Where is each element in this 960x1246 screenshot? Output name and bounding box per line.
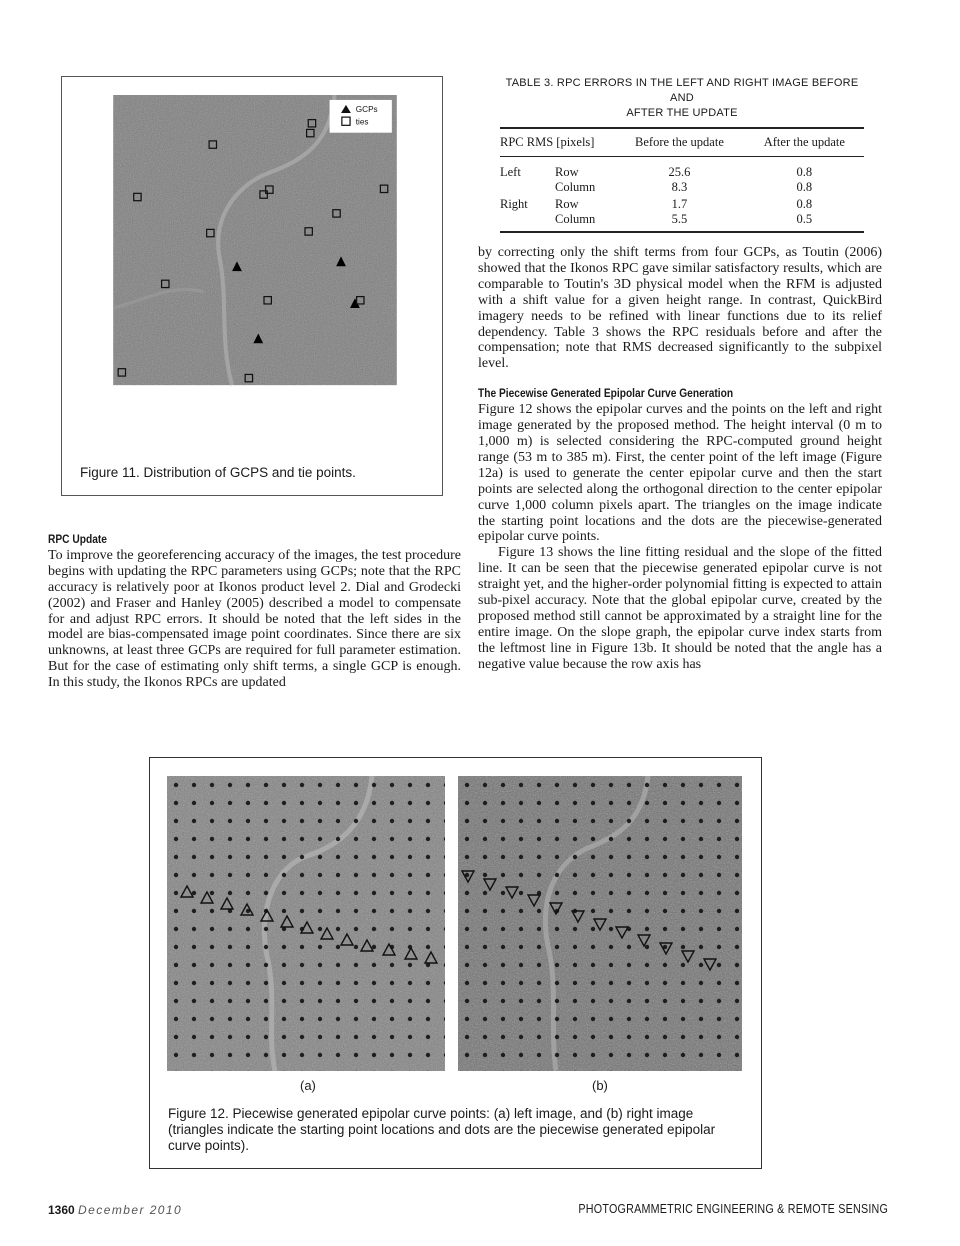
right-paragraph-1: by correcting only the shift terms from four GCPs, as Toutin (2006) showed that the Ikonos RPC gave similar satisfactory results, which are comparable to Toutin's 3D physical model when the RFM is adjusted with a shift value for a given height range. In contrast, QuickBird imagery needs to be refined with linear functions due to its relief dependency. Table 3 shows the RPC residuals before and after the compensation; note that RMS decreased significantly to the subpixel level. <box>478 245 882 372</box>
table-header-row <box>500 128 864 157</box>
table-cell-after: 0.5 <box>745 212 864 232</box>
issue-date: December 2010 <box>78 1203 183 1217</box>
table-header-cell: RPC RMS [pixels] <box>500 128 614 157</box>
table-cell-image: Left <box>500 165 521 179</box>
table-cell-image <box>500 212 555 232</box>
table-row <box>500 195 864 212</box>
footer-left <box>48 1203 182 1217</box>
right-paragraph-3: Figure 13 shows the line fitting residual and the slope of the fitted line. It can be seen that the piecewise generated epipolar curve is not straight yet, and the higher-order polynomial fitting is expected to attain sub-pixel accuracy. Note that the global epipolar curve, created by the proposed method still cannot be approximated by a straight line for the entire image. On the slope graph, the epipolar curve index starts from the leftmost line in Figure 13b. It should be noted that the angle has a negative value because the row axis has <box>478 545 882 672</box>
left-paragraph: To improve the georeferencing accuracy of the images, the test procedure begins with updating the RPC parameters using GCPs; note that the RPC accuracy is relatively poor at Ikonos product level 2. Dial and Grodecki (2002) and Fraser and Hanley (2005) described a model to compensate for and adjust RPC errors. It should be noted that the left sides in the model are bias-compensated image point coordinates. Since there are six unknowns, at least three GCPs are required for full parameter estimation. But for the case of estimating only shift terms, a single GCP is enough. In this study, the Ikonos RPCs are updated <box>48 547 461 691</box>
table-3 <box>500 76 864 233</box>
table-cell-axis: Column <box>555 212 614 232</box>
table-3-grid <box>500 127 864 233</box>
figure-12-left-image <box>167 776 445 1071</box>
subfigure-label-b: (b) <box>592 1078 608 1093</box>
page-number: 1360 <box>48 1203 75 1217</box>
figure-11 <box>61 76 443 496</box>
table-3-title-line1: TABLE 3. RPC ERRORS IN THE LEFT AND RIGHT IMAGE BEFORE AND <box>505 77 859 104</box>
table-cell-before: 25.6 <box>668 165 691 179</box>
table-cell-image <box>500 180 555 195</box>
figure-12-right-image <box>458 776 742 1071</box>
table-cell-before: 1.7 <box>671 197 688 211</box>
figure-11-satellite-image <box>82 95 428 449</box>
table-header-cell: Before the update <box>614 128 745 157</box>
table-cell-before: 8.3 <box>671 180 688 194</box>
left-column <box>48 532 461 691</box>
figure-11-caption: Figure 11. Distribution of GCPS and tie points. <box>80 465 356 480</box>
legend-ties-label: ties <box>355 117 369 127</box>
table-cell-axis: Column <box>555 180 596 194</box>
table-cell-image: Right <box>500 197 528 211</box>
journal-name: PHOTOGRAMMETRIC ENGINEERING & REMOTE SENSING <box>578 1202 888 1216</box>
table-3-title-line2: AFTER THE UPDATE <box>626 107 738 119</box>
table-cell-after: 0.8 <box>796 180 813 194</box>
section-heading-rpc-update: RPC Update <box>48 532 107 546</box>
table-row <box>500 212 864 232</box>
table-row <box>500 157 864 181</box>
table-cell-axis: Row <box>555 197 579 211</box>
table-row <box>500 180 864 195</box>
section-heading-epipolar: The Piecewise Generated Epipolar Curve Generation <box>478 386 734 401</box>
table-header-cell: After the update <box>745 128 864 157</box>
table-cell-after: 0.8 <box>796 165 813 179</box>
figure-12-caption: Figure 12. Piecewise generated epipolar curve points: (a) left image, and (b) right image (triangles indicate the starting point locations and dots are the piecewise generated epipolar curve points). <box>168 1106 716 1153</box>
legend-gcps-label: GCPs <box>355 105 378 115</box>
table-cell-after: 0.8 <box>796 197 813 211</box>
subfigure-label-a: (a) <box>300 1078 316 1093</box>
right-column <box>478 245 882 673</box>
table-cell-axis: Row <box>555 165 579 179</box>
right-paragraph-2: Figure 12 shows the epipolar curves and the points on the left and right image generated by the proposed method. The height interval (0 m to 1,000 m) is selected considering the RPC-computed ground height range (53 m to 385 m). First, the center point of the left image (Figure 12a) is used to generate the center epipolar curve and then the start points are selected along the orthogonal direction to the center epipolar curve 1,000 column pixels apart. The triangles on the image indicate the starting point locations and the dots are the piecewise-generated epipolar curve points. <box>478 402 882 545</box>
table-cell-before: 5.5 <box>614 212 745 232</box>
figure-12 <box>149 757 762 1169</box>
